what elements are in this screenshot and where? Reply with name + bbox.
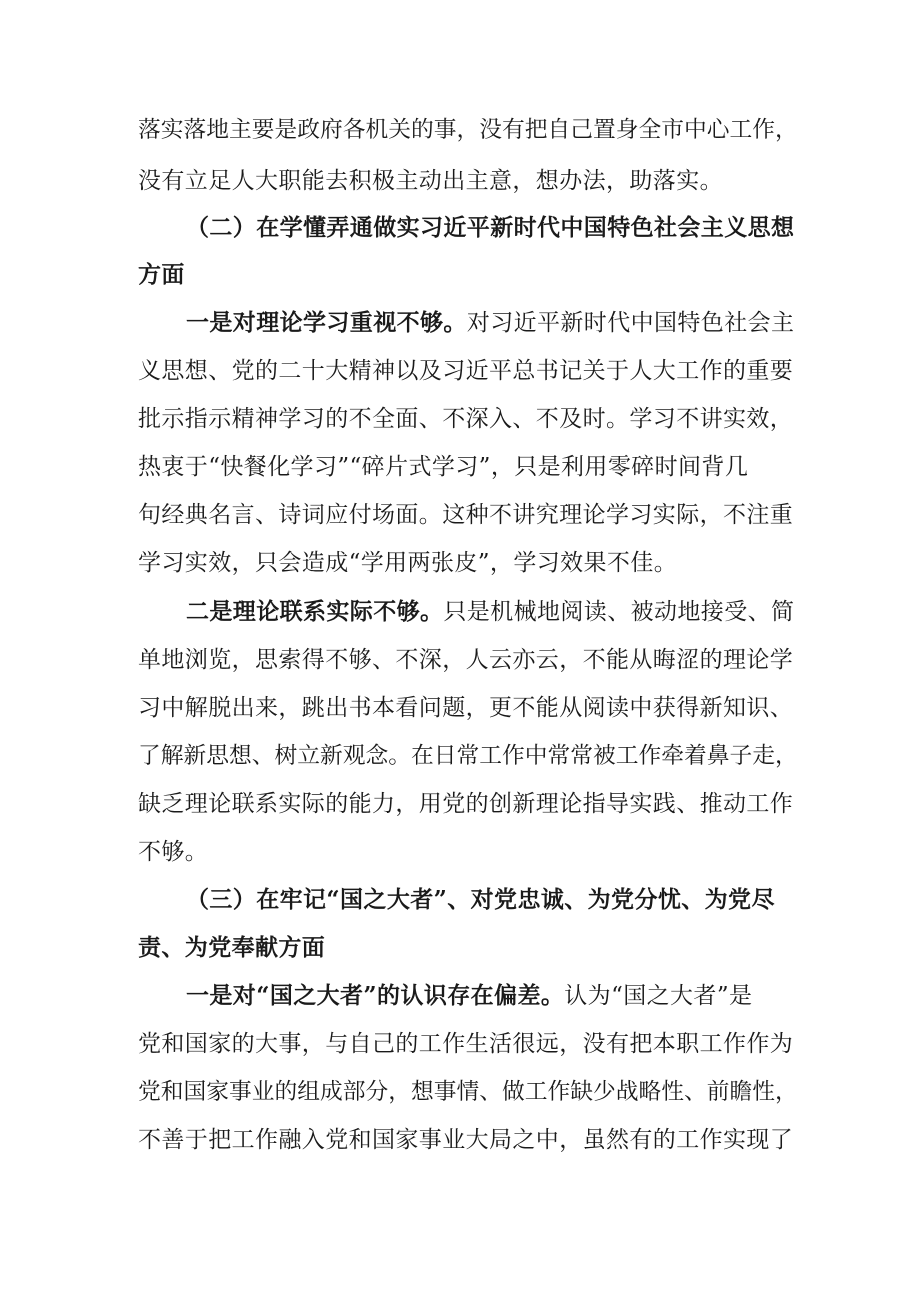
paragraph-line: 党和国家的大事，与自己的工作生活很远，没有把本职工作作为 (138, 1031, 794, 1057)
sentence-text: 认为“国之大者”是 (564, 983, 753, 1009)
paragraph-line: 义思想、党的二十大精神以及习近平总书记关于人大工作的重要 (138, 358, 794, 384)
paragraph-line (186, 597, 798, 627)
paragraph-line: 落实落地主要是政府各机关的事，没有把自己置身全市中心工作， (138, 117, 798, 143)
paragraph-line: 批示指示精神学习的不全面、不深入、不及时。学习不讲实效， (138, 406, 794, 432)
paragraph-line: 单地浏览，思索得不够、不深，人云亦云，不能从晦涩的理论学 (138, 647, 794, 673)
paragraph-line: 缺乏理论联系实际的能力，用党的创新理论指导实践、推动工作 (138, 791, 794, 817)
paragraph-line: 不善于把工作融入党和国家事业大局之中，虽然有的工作实现了 (138, 1127, 794, 1153)
section-heading-3-cont: 责、为党奉献方面 (138, 934, 326, 961)
lead-sentence: 一是对理论学习重视不够。 (186, 309, 467, 336)
paragraph-line: 了解新思想、树立新观念。在日常工作中常常被工作牵着鼻子走， (138, 743, 798, 769)
section-heading-2: （二）在学懂弄通做实习近平新时代中国特色社会主义思想 (186, 214, 795, 241)
paragraph-line: 句经典名言、诗词应付场面。这种不讲究理论学习实际，不注重 (138, 502, 794, 528)
paragraph-line: 不够。 (138, 839, 209, 865)
paragraph-line (186, 981, 798, 1011)
paragraph-line: 没有立足人大职能去积极主动出主意，想办法，助落实。 (138, 168, 723, 194)
lead-sentence: 一是对“国之大者”的认识存在偏差。 (186, 982, 565, 1009)
paragraph-line: 学习实效，只会造成“学用两张皮”，学习效果不佳。 (138, 550, 678, 576)
sentence-text: 对习近平新时代中国特色社会主 (466, 310, 795, 336)
lead-sentence: 二是理论联系实际不够。 (186, 598, 444, 625)
section-heading-3: （三）在牢记“国之大者”、对党忠诚、为党分忧、为党尽 (186, 886, 775, 913)
paragraph-line (186, 308, 798, 338)
section-heading-2-cont: 方面 (138, 261, 185, 288)
paragraph-line: 热衷于“快餐化学习”“碎片式学习”，只是利用零碎时间背几 (138, 454, 749, 480)
paragraph-line: 党和国家事业的组成部分，想事情、做工作缺少战略性、前瞻性， (138, 1079, 798, 1105)
paragraph-line: 习中解脱出来，跳出书本看问题，更不能从阅读中获得新知识、 (138, 695, 794, 721)
sentence-text: 只是机械地阅读、被动地接受、简 (443, 599, 795, 625)
